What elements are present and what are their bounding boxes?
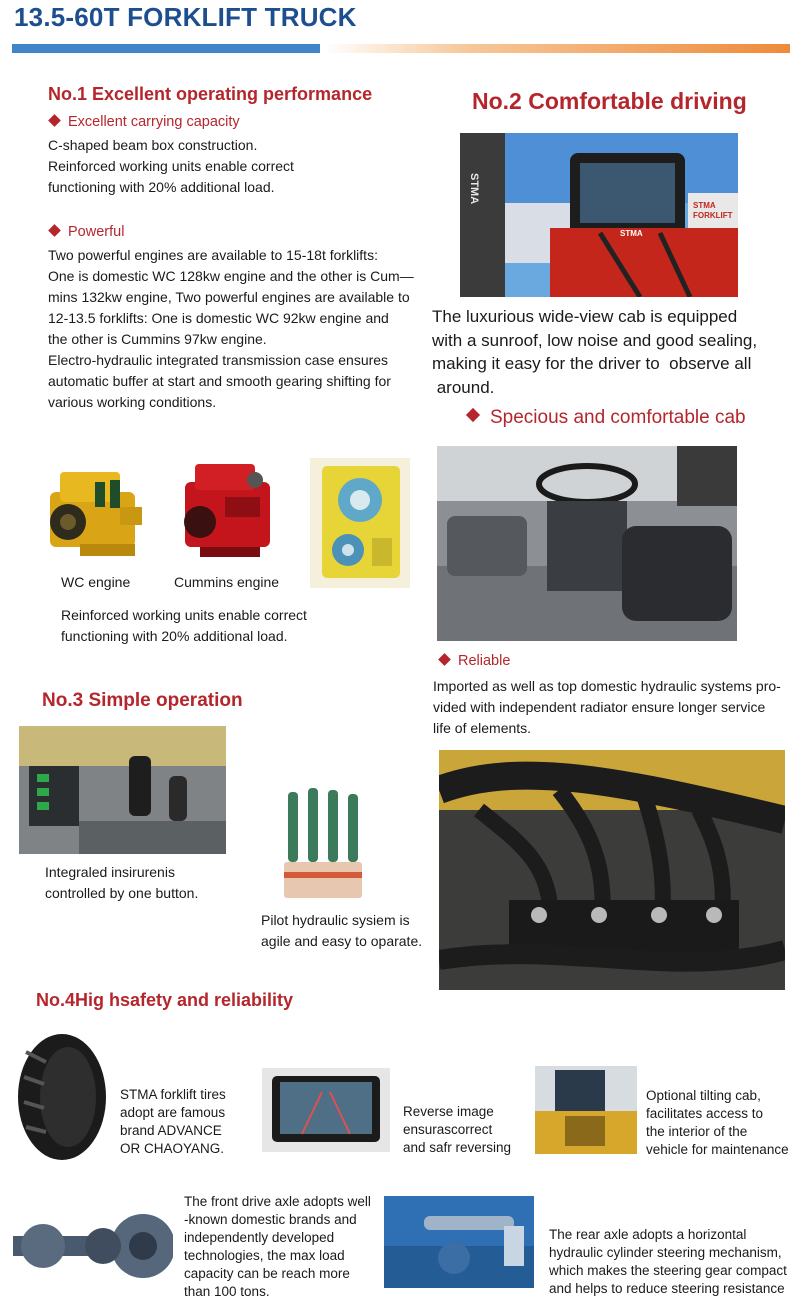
- text-line: making it easy for the driver to observe all: [432, 354, 752, 373]
- controls-caption: [45, 862, 245, 904]
- text-line: OR CHAOYANG.: [120, 1141, 225, 1156]
- text-line: independently developed: [184, 1230, 335, 1245]
- text-line: STMA forklift tires: [120, 1087, 226, 1102]
- tires-caption: [120, 1086, 260, 1158]
- control-panel-photo: [19, 726, 226, 854]
- text-line: C-shaped beam box construction.: [48, 137, 258, 153]
- transmission-case-image: [310, 458, 410, 588]
- text-line: various working conditions.: [48, 394, 217, 410]
- forklift-cab-photo: [460, 133, 738, 297]
- text-line: the interior of the: [646, 1124, 748, 1139]
- photo-mast-label: STMA: [468, 173, 480, 205]
- pilot-joysticks-image: [272, 784, 367, 902]
- reliable-subheading-text: Reliable: [458, 653, 511, 669]
- text-line: functioning with 20% additional load.: [48, 179, 275, 195]
- tire-image: [16, 1032, 108, 1162]
- page-title: 13.5-60T FORKLIFT TRUCK: [14, 2, 357, 32]
- section3-heading: No.3 Simple operation: [42, 690, 243, 711]
- text-line: 12-13.5 forklifts: One is domestic WC 92kw engine and: [48, 310, 389, 326]
- text-line: functioning with 20% additional load.: [61, 628, 288, 644]
- text-line: and helps to reduce steering resistance: [549, 1281, 785, 1296]
- pilot-caption: [261, 910, 451, 952]
- text-line: agile and easy to oparate.: [261, 933, 423, 949]
- diamond-bullet-icon: [438, 653, 451, 666]
- cummins-engine-label: Cummins engine: [174, 574, 280, 590]
- photo-cab-label: STMA: [620, 229, 643, 238]
- section4-heading: No.4Hig hsafety and reliability: [36, 990, 294, 1010]
- text-line: brand ADVANCE: [120, 1123, 222, 1138]
- spacious-cab-subheading-text: Specious and comfortable cab: [490, 407, 746, 428]
- diamond-bullet-icon: [466, 408, 480, 422]
- text-line: Imported as well as top domestic hydraulic systems pro-: [433, 678, 781, 694]
- wc-engine-image: [40, 452, 150, 567]
- text-line: The luxurious wide-view cab is equipped: [432, 307, 738, 326]
- rear-axle-caption: [549, 1226, 799, 1298]
- text-line: vided with independent radiator ensure longer service: [433, 699, 766, 715]
- text-line: Reverse image: [403, 1104, 494, 1119]
- cummins-engine-image: [170, 452, 285, 567]
- title-underline-blue: [12, 44, 320, 53]
- text-line: Electro-hydraulic integrated transmission case ensures: [48, 352, 389, 368]
- powerful-subheading: [50, 224, 124, 240]
- text-line: -known domestic brands and: [184, 1212, 357, 1227]
- text-line: than 100 tons.: [184, 1284, 270, 1299]
- hydraulic-valves-photo: [439, 750, 785, 990]
- text-line: The rear axle adopts a horizontal: [549, 1227, 747, 1242]
- section1-heading: No.1 Excellent operating performance: [48, 84, 373, 104]
- text-line: with a sunroof, low noise and good sealing,: [432, 330, 758, 350]
- text-line: adopt are famous: [120, 1105, 226, 1120]
- cab-interior-photo: [437, 446, 737, 641]
- title-underline-orange: [324, 44, 790, 53]
- text-line: capacity can be reach more: [184, 1266, 350, 1281]
- text-line: mins 132kw engine, Two powerful engines are available to: [48, 289, 410, 305]
- section2-heading: No.2 Comfortable driving: [472, 88, 747, 114]
- text-line: around.: [432, 377, 495, 397]
- text-line: facilitates access to: [646, 1106, 764, 1121]
- text-line: the other is Cummins 97kw engine.: [48, 331, 267, 347]
- spacious-cab-subheading: [468, 407, 746, 429]
- powerful-subheading-text: Powerful: [68, 224, 125, 240]
- powerful-text: [48, 245, 428, 413]
- text-line: technologies, the max load: [184, 1248, 345, 1263]
- diamond-bullet-icon: [48, 224, 61, 237]
- text-line: which makes the steering gear compact: [549, 1263, 787, 1278]
- front-axle-image: [3, 1206, 173, 1286]
- reverse-camera-monitor-photo: [262, 1068, 390, 1152]
- text-line: automatic buffer at start and smooth gearing shifting for: [48, 373, 391, 389]
- diamond-bullet-icon: [48, 114, 61, 127]
- text-line: vehicle for maintenance: [646, 1142, 789, 1157]
- text-line: Two powerful engines are available to 15-18t forklifts:: [48, 247, 378, 263]
- capacity-subheading: [50, 114, 240, 130]
- photo-sign-brand: STMA: [693, 201, 716, 210]
- cab-description: [432, 305, 792, 399]
- text-line: Reinforced working units enable correct: [61, 607, 307, 623]
- text-line: and safr reversing: [403, 1140, 512, 1155]
- text-line: Integraled insirurenis: [45, 864, 175, 880]
- tilting-caption: [646, 1087, 796, 1159]
- text-line: Reinforced working units enable correct: [48, 158, 294, 174]
- text-line: life of elements.: [433, 720, 532, 736]
- reliable-subheading: [440, 653, 510, 669]
- text-line: ensurascorrect: [403, 1122, 493, 1137]
- tilting-cab-photo: [535, 1066, 637, 1154]
- wc-engine-label: WC engine: [61, 574, 131, 590]
- text-line: Pilot hydraulic sysiem is: [261, 912, 410, 928]
- front-axle-caption: [184, 1193, 384, 1301]
- text-line: The front drive axle adopts well: [184, 1194, 371, 1209]
- reverse-caption: [403, 1103, 533, 1157]
- capacity-text: [48, 135, 428, 198]
- photo-sign-forklift: FORKLIFT: [693, 211, 733, 220]
- capacity-subheading-text: Excellent carrying capacity: [68, 114, 240, 130]
- reinforced-text: [61, 605, 421, 647]
- text-line: hydraulic cylinder steering mechanism,: [549, 1245, 782, 1260]
- rear-axle-photo: [384, 1196, 534, 1288]
- text-line: Optional tilting cab,: [646, 1088, 761, 1103]
- text-line: One is domestic WC 128kw engine and the other is Cum—: [48, 268, 414, 284]
- reliable-text: [433, 676, 798, 739]
- text-line: controlled by one button.: [45, 885, 199, 901]
